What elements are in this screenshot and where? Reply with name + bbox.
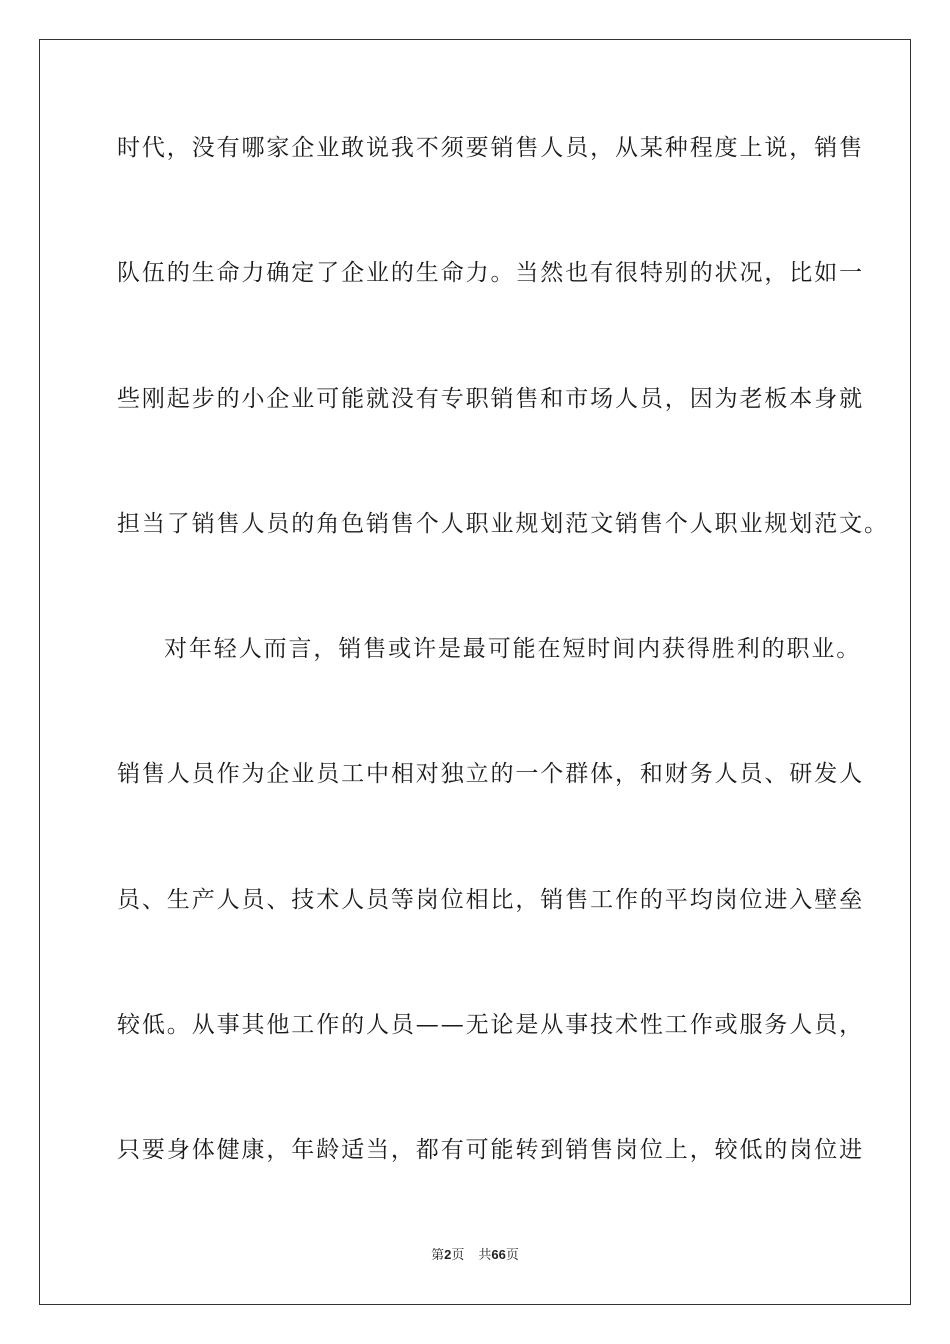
body-text-line-6: 销售人员作为企业员工中相对独立的一个群体，和财务人员、研发人 bbox=[117, 761, 864, 787]
body-text-line-4: 担当了销售人员的角色销售个人职业规划范文销售个人职业规划范文。 bbox=[117, 511, 889, 537]
page-suffix: 页 bbox=[451, 1248, 465, 1263]
total-suffix: 页 bbox=[505, 1248, 519, 1263]
body-text-line-2: 队伍的生命力确定了企业的生命力。当然也有很特别的状况，比如一 bbox=[117, 260, 864, 286]
body-text-line-1: 时代，没有哪家企业敢说我不须要销售人员，从某种程度上说，销售 bbox=[117, 135, 864, 161]
body-text-line-9: 只要身体健康，年龄适当，都有可能转到销售岗位上，较低的岗位进 bbox=[117, 1137, 864, 1163]
total-pages: 66 bbox=[491, 1247, 506, 1262]
page-number: 2 bbox=[444, 1247, 452, 1262]
page-border bbox=[39, 39, 911, 1305]
body-text-line-7: 员、生产人员、技术人员等岗位相比，销售工作的平均岗位进入壁垒 bbox=[117, 887, 864, 913]
total-prefix: 共 bbox=[478, 1248, 492, 1263]
body-text-line-3: 些刚起步的小企业可能就没有专职销售和市场人员，因为老板本身就 bbox=[117, 386, 864, 412]
page-prefix: 第 bbox=[431, 1248, 445, 1263]
paragraph-start-line: 对年轻人而言，销售或许是最可能在短时间内获得胜利的职业。 bbox=[164, 636, 862, 662]
page-footer bbox=[0, 1246, 950, 1265]
body-text-line-8: 较低。从事其他工作的人员——无论是从事技术性工作或服务人员， bbox=[117, 1012, 864, 1038]
